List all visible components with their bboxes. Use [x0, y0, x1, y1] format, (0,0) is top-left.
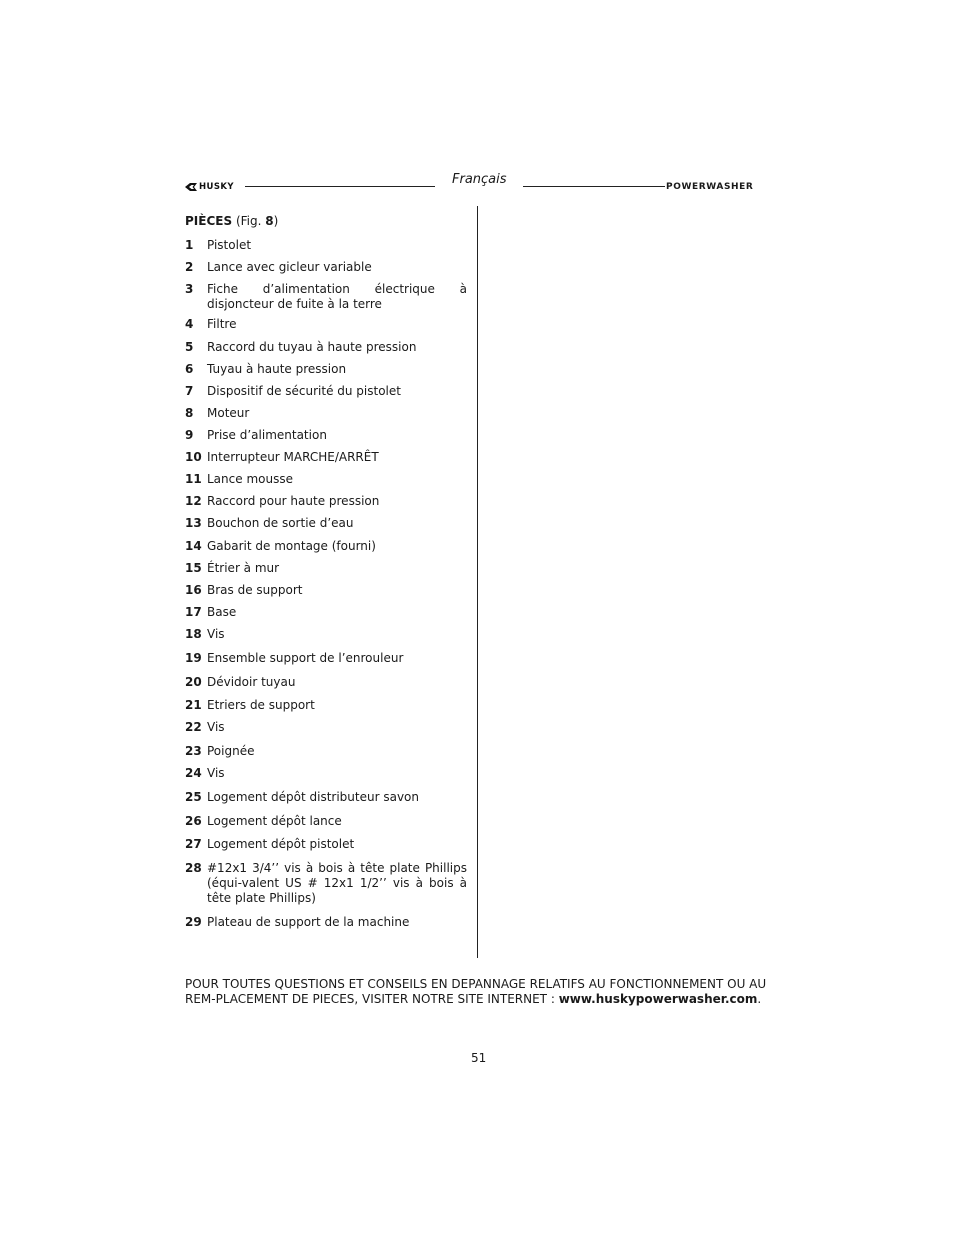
page-number: 51	[471, 1051, 487, 1065]
fig-prefix: (Fig.	[235, 214, 266, 228]
page-header	[0, 0, 954, 200]
list-item	[185, 915, 467, 930]
item-number: 28	[185, 861, 202, 875]
list-item	[185, 238, 467, 253]
header-rule-left	[245, 186, 435, 187]
footer-text: POUR TOUTES QUESTIONS ET CONSEILS EN DEPANNAGE RELATIFS AU FONCTIONNEMENT OU AU REM-PLACEMENT DE PIECES, VISITER NOTRE SITE INTERNET :	[185, 977, 767, 1006]
item-number: 12	[185, 494, 202, 508]
list-item	[185, 340, 467, 355]
item-number: 22	[185, 720, 202, 734]
item-text: Interrupteur MARCHE/ARRÊT	[207, 450, 379, 464]
item-number: 17	[185, 605, 202, 619]
list-item	[185, 539, 467, 554]
item-text: Bouchon de sortie d’eau	[207, 516, 354, 530]
item-text: Étrier à mur	[207, 561, 280, 575]
item-number: 13	[185, 516, 202, 530]
list-item	[185, 766, 467, 781]
item-text: Logement dépôt distributeur savon	[207, 790, 419, 804]
list-item	[185, 406, 467, 421]
list-item	[185, 260, 467, 275]
list-item	[185, 720, 467, 735]
item-text: Plateau de support de la machine	[207, 915, 410, 929]
footer-end: .	[757, 992, 762, 1006]
item-text: Etriers de support	[207, 698, 315, 712]
item-text: Logement dépôt pistolet	[207, 837, 355, 851]
item-number: 8	[185, 406, 194, 420]
item-text: Bras de support	[207, 583, 303, 597]
brand-label: POWERWASHER	[666, 182, 754, 192]
item-number: 29	[185, 915, 202, 929]
item-number: 27	[185, 837, 202, 851]
item-text: Logement dépôt lance	[207, 814, 342, 828]
list-item	[185, 362, 467, 377]
list-item	[185, 861, 467, 906]
item-number: 1	[185, 238, 194, 252]
item-number: 5	[185, 340, 194, 354]
item-number: 11	[185, 472, 202, 486]
list-item	[185, 516, 467, 531]
list-item	[185, 814, 467, 829]
item-text: Gabarit de montage (fourni)	[207, 539, 376, 553]
header-rule-right	[523, 186, 665, 187]
item-text: Vis	[207, 766, 225, 780]
column-divider	[477, 206, 478, 958]
list-item	[185, 428, 467, 443]
item-text: Raccord pour haute pression	[207, 494, 380, 508]
item-number: 7	[185, 384, 194, 398]
item-text: Vis	[207, 627, 225, 641]
list-item	[185, 472, 467, 487]
list-item	[185, 744, 467, 759]
logo-text: HUSKY	[199, 182, 234, 192]
item-text: Tuyau à haute pression	[207, 362, 347, 376]
item-text: Prise d’alimentation	[207, 428, 327, 442]
item-text: Dévidoir tuyau	[207, 675, 296, 689]
language-label: Français	[452, 172, 507, 187]
item-number: 23	[185, 744, 202, 758]
item-number: 19	[185, 651, 202, 665]
item-number: 4	[185, 317, 194, 331]
item-text: Poignée	[207, 744, 255, 758]
item-number: 21	[185, 698, 202, 712]
list-item	[185, 494, 467, 509]
list-item	[185, 384, 467, 399]
item-number: 2	[185, 260, 194, 274]
fig-number: 8	[265, 214, 274, 228]
item-number: 18	[185, 627, 202, 641]
section-title-text: PIÈCES	[185, 214, 233, 228]
list-item	[185, 282, 467, 312]
item-number: 9	[185, 428, 194, 442]
item-text: Pistolet	[207, 238, 252, 252]
item-text: #12x1 3/4’’ vis à bois à tête plate Phillips (équi-valent US # 12x1 1/2’’ vis à bois à tête plate Phillips)	[207, 861, 467, 905]
list-item	[185, 675, 467, 690]
item-text: Ensemble support de l’enrouleur	[207, 651, 404, 665]
list-item	[185, 450, 467, 465]
item-text: Raccord du tuyau à haute pression	[207, 340, 417, 354]
list-item	[185, 605, 467, 620]
item-number: 15	[185, 561, 202, 575]
item-text: Filtre	[207, 317, 237, 331]
item-text: Lance mousse	[207, 472, 293, 486]
section-title	[185, 214, 278, 228]
item-text: Moteur	[207, 406, 250, 420]
husky-logo	[185, 181, 234, 193]
list-item	[185, 837, 467, 852]
item-text: Vis	[207, 720, 225, 734]
item-number: 16	[185, 583, 202, 597]
list-item	[185, 698, 467, 713]
footer-url[interactable]: www.huskypowerwasher.com	[558, 992, 758, 1006]
item-text: Base	[207, 605, 237, 619]
item-number: 3	[185, 282, 194, 296]
list-item	[185, 790, 467, 805]
list-item	[185, 317, 467, 332]
item-number: 26	[185, 814, 202, 828]
item-number: 24	[185, 766, 202, 780]
item-text: Lance avec gicleur variable	[207, 260, 372, 274]
item-number: 14	[185, 539, 202, 553]
husky-logo-icon	[185, 182, 197, 192]
list-item	[185, 651, 467, 666]
list-item	[185, 561, 467, 576]
item-number: 20	[185, 675, 202, 689]
item-number: 6	[185, 362, 194, 376]
item-text: Dispositif de sécurité du pistolet	[207, 384, 401, 398]
item-number: 10	[185, 450, 202, 464]
list-item	[185, 583, 467, 598]
list-item	[185, 627, 467, 642]
footer-note	[185, 977, 770, 1007]
fig-suffix: )	[273, 214, 279, 228]
item-text: Fiche d’alimentation électrique à disjoncteur de fuite à la terre	[207, 282, 467, 311]
item-number: 25	[185, 790, 202, 804]
